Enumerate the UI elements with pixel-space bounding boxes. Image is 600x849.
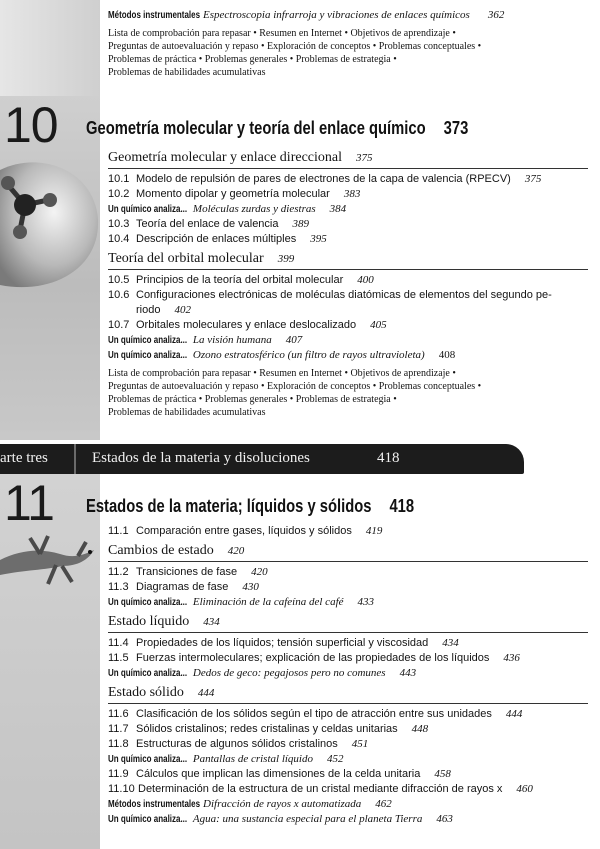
box-tag: Métodos instrumentales [108, 799, 201, 810]
toc-entry[interactable] [108, 636, 588, 651]
entry-number: 11.6 [108, 708, 129, 720]
entry-title: Cálculos que implican las dimensiones de la celda unitaria [136, 768, 421, 780]
outer-atom [13, 225, 27, 239]
box-title: Pantallas de cristal líquido [192, 753, 313, 765]
central-atom [14, 194, 36, 216]
page-number: 399 [277, 253, 295, 265]
entry-title: Estructuras de algunos sólidos cristalinos [136, 738, 338, 750]
entry-title: Sólidos cristalinos; redes cristalinas y celdas unitarias [136, 723, 398, 735]
gecko-eye [88, 550, 92, 554]
box-tag: Un químico analiza... [108, 597, 188, 608]
review-line: Preguntas de autoevaluación y repaso • Exploración de conceptos • Problemas conceptuales • [108, 381, 482, 392]
chapter-page: 373 [443, 118, 469, 138]
entry-number: 11.2 [108, 566, 129, 578]
page-number: 400 [357, 274, 374, 286]
page-number: 451 [351, 738, 369, 750]
box-title: Agua: una sustancia especial para el planeta Tierra [192, 813, 423, 825]
box-tag: Un químico analiza... [108, 335, 188, 346]
toc-box-entry[interactable] [108, 797, 588, 812]
box-tag: Un químico analiza... [108, 754, 188, 765]
chapter-number: 10 [4, 97, 58, 153]
toc-entry[interactable] [108, 782, 588, 797]
review-line: Lista de comprobación para repasar • Resumen en Internet • Objetivos de aprendizaje • [108, 368, 456, 379]
margin-band-top [0, 0, 100, 96]
chapter-page: 418 [389, 496, 415, 516]
box-title: La visión humana [192, 334, 272, 346]
toc-box-entry[interactable] [108, 333, 588, 348]
page-number: 405 [370, 319, 387, 331]
box-title: Ozono estratosférico (un filtro de rayos ultravioleta) [192, 349, 425, 361]
section-heading[interactable] [108, 613, 588, 633]
toc-box-entry[interactable] [108, 8, 588, 23]
toc-entry[interactable] [108, 217, 588, 232]
entry-title: Principios de la teoría del orbital molecular [136, 274, 344, 286]
entry-number: 11.4 [108, 637, 129, 649]
entry-number: 10.2 [108, 188, 130, 200]
page-number: 420 [251, 566, 268, 578]
page-number: 407 [285, 334, 303, 346]
part-banner[interactable] [0, 444, 524, 474]
toc-entry[interactable] [108, 318, 588, 333]
page-number: 434 [442, 637, 459, 649]
entry-title: Modelo de repulsión de pares de electrones de la capa de valencia (RPECV) [136, 173, 511, 185]
toc-entry[interactable] [108, 565, 588, 580]
page-number: 383 [343, 188, 361, 200]
entry-title: Clasificación de los sólidos según el tipo de atracción entre sus unidades [136, 708, 492, 720]
review-line: Preguntas de autoevaluación y repaso • Exploración de conceptos • Problemas conceptuales • [108, 41, 482, 52]
page-number: 433 [357, 596, 375, 608]
part-title: Estados de la materia y disoluciones [92, 450, 310, 466]
toc-entry[interactable] [108, 767, 588, 782]
section-heading[interactable] [108, 684, 588, 704]
box-tag: Un químico analiza... [108, 668, 188, 679]
section-heading[interactable] [108, 542, 588, 562]
page-number: 460 [516, 783, 533, 795]
outer-atom [1, 176, 15, 190]
toc-box-entry[interactable] [108, 812, 588, 827]
page-number: 375 [524, 173, 542, 185]
entry-title: Orbitales moleculares y enlace deslocalizado [136, 319, 357, 331]
entry-number: 10.3 [108, 218, 130, 230]
entry-number: 10.4 [108, 233, 130, 245]
page-number: 419 [365, 525, 383, 537]
section-title: Teoría del orbital molecular [108, 251, 264, 266]
box-tag: Un químico analiza... [108, 814, 188, 825]
page-number: 420 [227, 545, 245, 557]
gecko-illustration [0, 520, 100, 600]
page-number: 462 [375, 798, 392, 810]
entry-number: 10.7 [108, 319, 130, 331]
toc-box-entry[interactable] [108, 595, 588, 610]
molecule-illustration [0, 150, 100, 300]
part-divider [74, 444, 76, 474]
entry-title: Comparación entre gases, líquidos y sólidos [136, 525, 352, 537]
review-list [108, 27, 588, 79]
entry-number: 10.5 [108, 274, 130, 286]
page-number: 452 [327, 753, 344, 765]
entry-title: Diagramas de fase [136, 581, 229, 593]
toc-entry[interactable] [108, 651, 588, 666]
entry-number: 10.6 [108, 289, 130, 301]
entry-title: Propiedades de los líquidos; tensión superficial y viscosidad [136, 637, 429, 649]
toc-entry[interactable] [108, 524, 588, 539]
entry-title: Determinación de la estructura de un cristal mediante difracción de rayos x [138, 783, 503, 795]
box-title: Eliminación de la cafeína del café [192, 596, 344, 608]
toc-entry[interactable] [108, 187, 588, 202]
box-tag: Un químico analiza... [108, 350, 188, 361]
page-number: 389 [292, 218, 309, 230]
part-page: 418 [377, 450, 400, 466]
toc-entry[interactable] [108, 232, 588, 247]
entry-title-continued: riodo [136, 304, 161, 316]
review-line: Problemas de habilidades acumulativas [108, 407, 266, 418]
box-title: Difracción de rayos x automatizada [203, 798, 362, 810]
entry-title: Descripción de enlaces múltiples [136, 233, 297, 245]
toc-entry[interactable] [108, 273, 588, 288]
toc-entry[interactable] [108, 288, 588, 318]
box-tag: Métodos instrumentales [108, 10, 201, 21]
top-section [108, 8, 588, 79]
review-line: Problemas de habilidades acumulativas [108, 67, 266, 78]
page-number: 434 [203, 616, 220, 628]
page-number: 458 [434, 768, 451, 780]
page-number: 436 [503, 652, 520, 664]
page-number: 408 [438, 349, 456, 361]
box-title: Dedos de geco: pegajosos pero no comunes [192, 667, 386, 679]
entry-title: Transiciones de fase [136, 566, 238, 578]
entry-number: 11.8 [108, 738, 129, 750]
entry-number: 11.9 [108, 768, 129, 780]
page-number: 362 [487, 9, 505, 21]
entry-title: Teoría del enlace de valencia [136, 218, 279, 230]
review-line: Lista de comprobación para repasar • Resumen en Internet • Objetivos de aprendizaje • [108, 28, 456, 39]
toc-box-entry[interactable] [108, 666, 588, 681]
page-number: 402 [174, 304, 191, 316]
toc-entry[interactable] [108, 722, 588, 737]
page-number: 375 [356, 152, 373, 164]
chapter-11-contents [108, 524, 588, 827]
chapter-number: 11 [4, 475, 54, 531]
toc-box-entry[interactable] [108, 752, 588, 767]
chapter-title-row[interactable] [86, 496, 414, 517]
toc-box-entry[interactable] [108, 348, 588, 363]
review-line: Problemas de práctica • Problemas generales • Problemas de estrategia • [108, 54, 397, 65]
toc-entry[interactable] [108, 707, 588, 722]
entry-number: 11.5 [108, 652, 129, 664]
entry-title: Fuerzas intermoleculares; explicación de las propiedades de los líquidos [136, 652, 490, 664]
page-number: 395 [310, 233, 327, 245]
toc-entry[interactable] [108, 580, 588, 595]
chapter-title-row[interactable] [86, 118, 468, 139]
entry-title: Momento dipolar y geometría molecular [136, 188, 330, 200]
page-number: 430 [242, 581, 259, 593]
chapter-title: Estados de la materia; líquidos y sólidos [86, 496, 372, 516]
chapter-10-contents [108, 146, 588, 419]
page-number: 443 [399, 667, 417, 679]
entry-number: 11.1 [108, 525, 129, 537]
section-title: Estado líquido [108, 614, 190, 629]
entry-title: Configuraciones electrónicas de moléculas diatómicas de elementos del segundo pe- [136, 289, 552, 301]
review-line: Problemas de práctica • Problemas generales • Problemas de estrategia • [108, 394, 397, 405]
toc-entry[interactable] [108, 737, 588, 752]
page-number: 448 [411, 723, 429, 735]
outer-atom [43, 193, 57, 207]
entry-number: 11.3 [108, 581, 129, 593]
review-list [108, 367, 588, 419]
entry-number: 11.10 [108, 783, 135, 795]
entry-number: 11.7 [108, 723, 129, 735]
chapter-title: Geometría molecular y teoría del enlace químico [86, 118, 426, 138]
toc-entry[interactable] [108, 172, 588, 187]
section-title: Geometría molecular y enlace direccional [108, 150, 342, 165]
page-number: 444 [197, 687, 215, 699]
entry-number: 10.1 [108, 173, 130, 185]
page-number: 444 [505, 708, 523, 720]
box-title: Moléculas zurdas y diestras [192, 203, 316, 215]
page-number: 384 [329, 203, 347, 215]
section-title: Estado sólido [108, 685, 184, 700]
section-heading[interactable] [108, 149, 588, 169]
section-heading[interactable] [108, 250, 588, 270]
toc-box-entry[interactable] [108, 202, 588, 217]
part-label: arte tres [0, 450, 48, 466]
page-number: 463 [436, 813, 453, 825]
box-title: Espectroscopia infrarroja y vibraciones de enlaces químicos [203, 9, 470, 21]
section-title: Cambios de estado [108, 543, 214, 558]
box-tag: Un químico analiza... [108, 204, 188, 215]
